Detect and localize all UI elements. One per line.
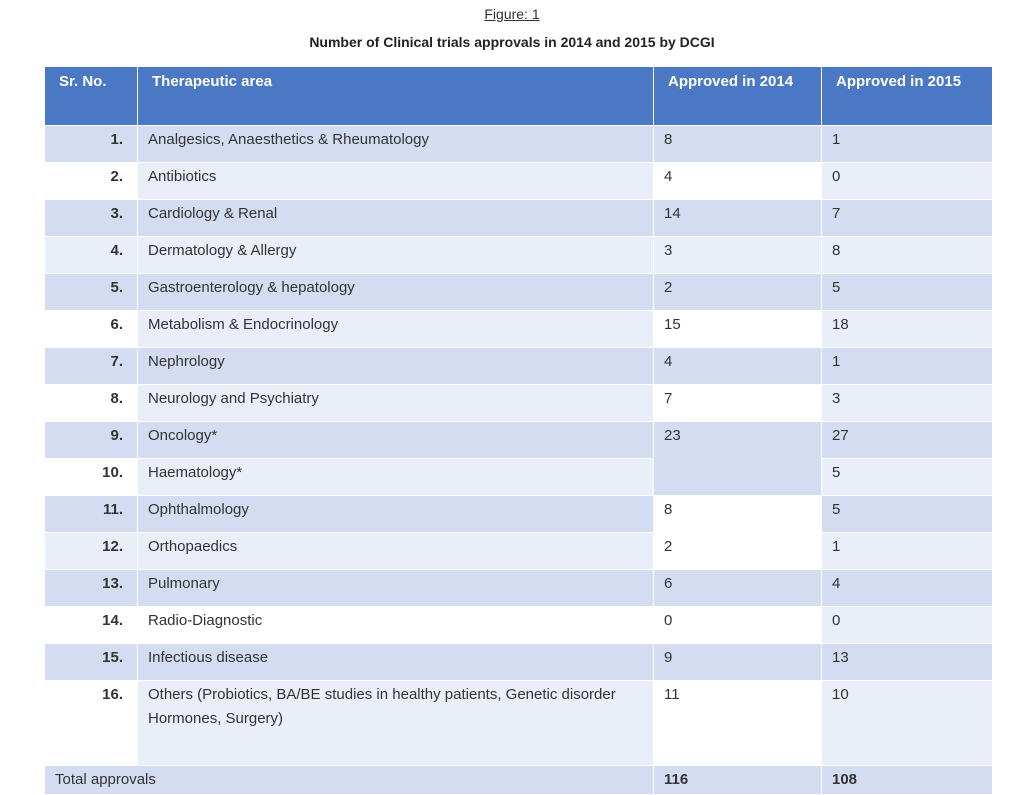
cell-2015: 8 xyxy=(822,237,993,274)
cell-area: Neurology and Psychiatry xyxy=(138,385,654,422)
cell-2015: 0 xyxy=(822,163,993,200)
cell-2015: 18 xyxy=(822,311,993,348)
cell-2015: 1 xyxy=(822,126,993,163)
cell-sr: 13. xyxy=(45,570,138,607)
cell-2015: 4 xyxy=(822,570,993,607)
cell-area: Pulmonary xyxy=(138,570,654,607)
cell-2015: 5 xyxy=(822,496,993,533)
cell-area: Dermatology & Allergy xyxy=(138,237,654,274)
cell-2015: 27 xyxy=(822,422,993,459)
cell-2014: 6 xyxy=(654,570,822,607)
cell-sr: 2. xyxy=(45,163,138,200)
cell-area: Ophthalmology xyxy=(138,496,654,533)
cell-sr: 10. xyxy=(45,459,138,496)
cell-sr: 6. xyxy=(45,311,138,348)
header-approved-2015: Approved in 2015 xyxy=(822,67,993,126)
cell-area: Others (Probiotics, BA/BE studies in healthy patients, Genetic disorder Hormones, Surgery) xyxy=(138,681,654,766)
cell-2015: 5 xyxy=(822,459,993,496)
cell-2015: 1 xyxy=(822,533,993,570)
cell-2014: 8 xyxy=(654,496,822,533)
cell-sr: 1. xyxy=(45,126,138,163)
header-approved-2014: Approved in 2014 xyxy=(654,67,822,126)
cell-2015: 7 xyxy=(822,200,993,237)
table-row xyxy=(45,385,993,422)
cell-area: Cardiology & Renal xyxy=(138,200,654,237)
cell-area: Nephrology xyxy=(138,348,654,385)
cell-2015: 1 xyxy=(822,348,993,385)
cell-2014: 14 xyxy=(654,200,822,237)
table-row xyxy=(45,570,993,607)
cell-2015: 10 xyxy=(822,681,993,766)
table-row xyxy=(45,681,993,766)
table-row xyxy=(45,274,993,311)
cell-2014: 23 xyxy=(654,422,822,496)
cell-2014: 8 xyxy=(654,126,822,163)
table-row xyxy=(45,348,993,385)
cell-2014: 2 xyxy=(654,533,822,570)
figure-title: Number of Clinical trials approvals in 2014 and 2015 by DCGI xyxy=(309,34,715,50)
total-2014: 116 xyxy=(654,766,822,795)
figure-label: Figure: 1 xyxy=(484,6,540,22)
table-row xyxy=(45,644,993,681)
cell-sr: 12. xyxy=(45,533,138,570)
table-row xyxy=(45,496,993,533)
cell-area: Infectious disease xyxy=(138,644,654,681)
table-row xyxy=(45,311,993,348)
approvals-table xyxy=(44,66,993,795)
cell-2014: 15 xyxy=(654,311,822,348)
cell-sr: 5. xyxy=(45,274,138,311)
table-row xyxy=(45,126,993,163)
table-row xyxy=(45,200,993,237)
total-label: Total approvals xyxy=(45,766,654,795)
cell-sr: 9. xyxy=(45,422,138,459)
cell-2015: 0 xyxy=(822,607,993,644)
total-row xyxy=(45,766,993,795)
cell-2015: 5 xyxy=(822,274,993,311)
table-row xyxy=(45,237,993,274)
cell-sr: 15. xyxy=(45,644,138,681)
cell-sr: 4. xyxy=(45,237,138,274)
table-row xyxy=(45,459,993,496)
cell-area: Orthopaedics xyxy=(138,533,654,570)
table-row xyxy=(45,533,993,570)
cell-2015: 3 xyxy=(822,385,993,422)
cell-area: Radio-Diagnostic xyxy=(138,607,654,644)
cell-sr: 8. xyxy=(45,385,138,422)
cell-sr: 14. xyxy=(45,607,138,644)
cell-sr: 11. xyxy=(45,496,138,533)
table-header-row xyxy=(45,67,993,126)
cell-sr: 3. xyxy=(45,200,138,237)
header-sr-no: Sr. No. xyxy=(45,67,138,126)
cell-sr: 16. xyxy=(45,681,138,766)
table-row xyxy=(45,163,993,200)
cell-area: Gastroenterology & hepatology xyxy=(138,274,654,311)
cell-area: Haematology* xyxy=(138,459,654,496)
cell-2014: 4 xyxy=(654,348,822,385)
cell-2014: 0 xyxy=(654,607,822,644)
cell-2014: 9 xyxy=(654,644,822,681)
cell-2015: 13 xyxy=(822,644,993,681)
header-therapeutic-area: Therapeutic area xyxy=(138,67,654,126)
cell-area: Analgesics, Anaesthetics & Rheumatology xyxy=(138,126,654,163)
cell-2014: 7 xyxy=(654,385,822,422)
cell-2014: 4 xyxy=(654,163,822,200)
cell-2014: 11 xyxy=(654,681,822,766)
table-row xyxy=(45,607,993,644)
cell-area: Metabolism & Endocrinology xyxy=(138,311,654,348)
cell-area: Oncology* xyxy=(138,422,654,459)
total-2015: 108 xyxy=(822,766,993,795)
cell-2014: 2 xyxy=(654,274,822,311)
cell-2014: 3 xyxy=(654,237,822,274)
cell-sr: 7. xyxy=(45,348,138,385)
cell-area: Antibiotics xyxy=(138,163,654,200)
table-row xyxy=(45,422,993,459)
